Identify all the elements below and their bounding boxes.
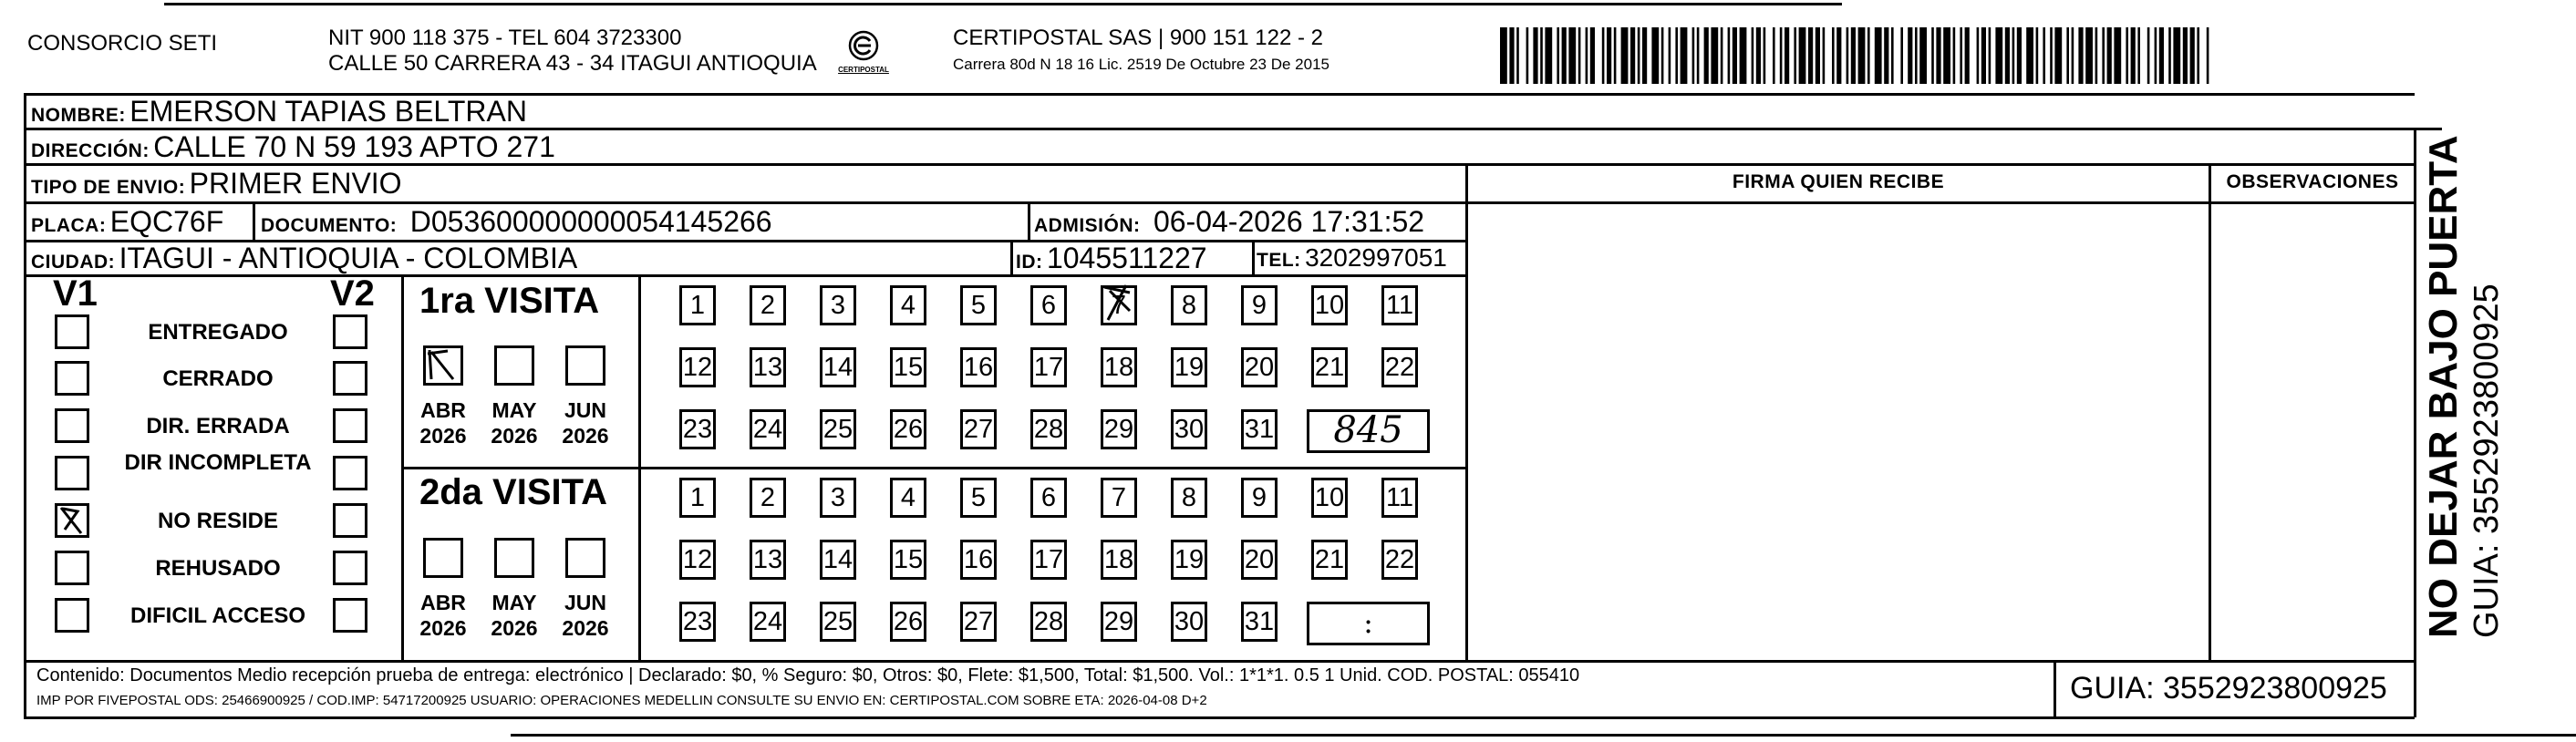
- day-box[interactable]: 22: [1381, 347, 1418, 387]
- barcode-bar: [2155, 27, 2157, 84]
- tipo-value: PRIMER ENVIO: [189, 167, 402, 200]
- certipostal-line: CERTIPOSTAL SAS | 900 151 122 - 2: [953, 26, 1323, 50]
- status-option-label: DIR. ERRADA: [146, 414, 290, 438]
- barcode-bar: [1638, 27, 1640, 84]
- v2-checkbox[interactable]: [333, 314, 367, 349]
- barcode-bar: [1823, 27, 1826, 84]
- barcode-bar: [1981, 27, 1986, 84]
- nombre-value: EMERSON TAPIAS BELTRAN: [129, 95, 527, 128]
- day-box[interactable]: 28: [1030, 602, 1067, 642]
- barcode-bar: [1936, 27, 1940, 84]
- month-checkbox[interactable]: [565, 345, 605, 386]
- barcode-bar: [1836, 27, 1841, 84]
- barcode-bar: [1721, 27, 1723, 84]
- nombre-row: [31, 95, 527, 129]
- barcode-bar: [1602, 27, 1605, 84]
- day-box[interactable]: 20: [1241, 540, 1278, 580]
- side-warning: NO DEJAR BAJO PUERTA: [2421, 135, 2466, 638]
- barcode-bar: [2054, 27, 2062, 84]
- barcode-bar: [1578, 27, 1581, 84]
- day-box[interactable]: 21: [1311, 347, 1348, 387]
- barcode-bar: [1764, 27, 1766, 84]
- barcode-bar: [1858, 27, 1866, 84]
- barcode-bar: [1832, 27, 1835, 84]
- v1-checkbox[interactable]: [55, 503, 89, 538]
- status-option-label: CERRADO: [162, 366, 274, 391]
- side-guia: GUIA: 3552923800925: [2467, 283, 2506, 638]
- visit-2-title: 2da VISITA: [419, 472, 607, 512]
- barcode-bar: [1953, 27, 1956, 84]
- month-year-label: 2026: [419, 616, 467, 640]
- month-year-label: 2026: [562, 616, 609, 640]
- v2-header: V2: [330, 273, 375, 314]
- company-name: CONSORCIO SETI: [27, 31, 218, 56]
- barcode-bar: [1630, 27, 1635, 84]
- nombre-label: NOMBRE:: [31, 105, 126, 126]
- status-option-label: DIFICIL ACCESO: [129, 603, 305, 628]
- barcode-bar: [1590, 27, 1595, 84]
- nit-line: NIT 900 118 375 - TEL 604 3723300: [328, 26, 682, 50]
- time-box[interactable]: 845: [1307, 409, 1430, 453]
- barcode-bar: [2114, 27, 2121, 84]
- day-box[interactable]: 30: [1171, 409, 1207, 449]
- barcode-bar: [1808, 27, 1813, 84]
- id-value: 1045511227: [1046, 242, 1207, 274]
- month-label: JUN: [564, 398, 606, 422]
- handwritten-mark-icon: [1099, 280, 1139, 325]
- barcode-bar: [1704, 27, 1709, 84]
- month-label: MAY: [491, 398, 537, 422]
- handwritten-mark-icon: [426, 348, 460, 383]
- visit-divider: [401, 467, 1466, 469]
- day-box[interactable]: 10: [1311, 478, 1348, 518]
- id-divider: [1010, 240, 1013, 274]
- v1-checkbox[interactable]: [55, 314, 89, 349]
- barcode-bar: [1562, 27, 1567, 84]
- day-box[interactable]: 29: [1101, 602, 1137, 642]
- handwritten-mark-icon: [57, 506, 87, 535]
- barcode-bar: [2126, 27, 2128, 84]
- day-box[interactable]: 19: [1171, 540, 1207, 580]
- barcode-bar: [2005, 27, 2010, 84]
- day-box[interactable]: 31: [1241, 409, 1278, 449]
- day-box[interactable]: 17: [1030, 347, 1067, 387]
- barcode-bar: [1621, 27, 1629, 84]
- barcode-bar: [1847, 27, 1849, 84]
- day-box[interactable]: 26: [890, 409, 926, 449]
- barcode-bar: [1851, 27, 1856, 84]
- barcode-bar: [1540, 27, 1543, 84]
- v1-header: V1: [53, 273, 98, 314]
- observaciones-header: OBSERVACIONES: [2226, 171, 2399, 192]
- company-address: CALLE 50 CARRERA 43 - 34 ITAGUI ANTIOQUIA: [328, 51, 817, 76]
- barcode-bar: [1728, 27, 1731, 84]
- barcode-bar: [2066, 27, 2069, 84]
- barcode-bar: [1977, 27, 1980, 84]
- day-box[interactable]: 1: [679, 478, 716, 518]
- day-box[interactable]: 19: [1171, 347, 1207, 387]
- visit-1-title: 1ra VISITA: [419, 281, 600, 321]
- month-year-label: 2026: [491, 424, 538, 448]
- barcode-bar: [2085, 27, 2093, 84]
- day-box[interactable]: 1: [679, 285, 716, 325]
- admision-field: [1034, 205, 1424, 239]
- barcode-bar: [2107, 27, 2112, 84]
- day-box[interactable]: 6: [1030, 478, 1067, 518]
- day-box[interactable]: 12: [679, 347, 716, 387]
- day-box[interactable]: 28: [1030, 409, 1067, 449]
- barcode-bar: [1681, 27, 1688, 84]
- tipo-label: TIPO DE ENVIO:: [31, 177, 186, 198]
- day-box[interactable]: 10: [1311, 285, 1348, 325]
- certipostal-logo-icon: [845, 27, 882, 64]
- top-rule: [164, 3, 1842, 5]
- side-text: [2421, 91, 2507, 638]
- logo-text: CERTIPOSTAL: [838, 66, 889, 74]
- month-label: ABR: [420, 398, 466, 422]
- v2-checkbox[interactable]: [333, 598, 367, 633]
- ciudad-label: CIUDAD:: [31, 252, 116, 273]
- barcode-bar: [2043, 27, 2045, 84]
- status-option-label: DIR INCOMPLETA: [124, 450, 312, 475]
- barcode-bar: [1651, 27, 1659, 84]
- barcode-bar: [1661, 27, 1664, 84]
- month-checkbox[interactable]: [494, 345, 534, 386]
- id-label: ID:: [1016, 252, 1043, 273]
- status-option-label: ENTREGADO: [148, 320, 288, 345]
- barcode-bar: [2197, 27, 2199, 84]
- direccion-label: DIRECCIÓN:: [31, 140, 150, 161]
- barcode-bar: [1526, 27, 1529, 84]
- barcode-bar: [2190, 27, 2195, 84]
- barcode-bar: [1995, 27, 2002, 84]
- day-box[interactable]: 23: [679, 602, 716, 642]
- day-box[interactable]: 20: [1241, 347, 1278, 387]
- barcode-bar: [1568, 27, 1576, 84]
- admision-value: 06-04-2026 17:31:52: [1153, 205, 1425, 238]
- barcode-bar: [1867, 27, 1870, 84]
- barcode-bar: [2095, 27, 2098, 84]
- month-year-label: 2026: [562, 424, 609, 448]
- day-box[interactable]: 27: [960, 409, 997, 449]
- barcode-bar: [1692, 27, 1695, 84]
- month-checkbox[interactable]: [565, 538, 605, 578]
- day-box[interactable]: 3: [820, 478, 856, 518]
- status-option-label: NO RESIDE: [157, 509, 279, 533]
- day-box[interactable]: 25: [820, 602, 856, 642]
- day-box[interactable]: 25: [820, 409, 856, 449]
- barcode-bar: [2183, 27, 2188, 84]
- barcode-bar: [1733, 27, 1737, 84]
- barcode: [1500, 27, 2211, 84]
- day-box[interactable]: 24: [750, 409, 786, 449]
- v2-checkbox[interactable]: [333, 361, 367, 396]
- documento-label: DOCUMENTO:: [261, 215, 398, 236]
- admision-label: ADMISIÓN:: [1034, 215, 1141, 236]
- barcode-bar: [1675, 27, 1678, 84]
- month-year-label: 2026: [491, 616, 538, 640]
- ciudad-field: [31, 242, 577, 275]
- day-box[interactable]: 3: [820, 285, 856, 325]
- barcode-bar: [2173, 27, 2180, 84]
- certipostal-logo: [832, 27, 895, 82]
- day-box[interactable]: 8: [1171, 478, 1207, 518]
- day-box[interactable]: 5: [960, 285, 997, 325]
- barcode-bar: [2026, 27, 2033, 84]
- direccion-value: CALLE 70 N 59 193 APTO 271: [153, 130, 555, 163]
- day-box[interactable]: 17: [1030, 540, 1067, 580]
- day-box[interactable]: 21: [1311, 540, 1348, 580]
- v1-checkbox[interactable]: [55, 551, 89, 585]
- barcode-bar: [2147, 27, 2150, 84]
- admision-divider: [1028, 201, 1030, 240]
- barcode-bar: [1642, 27, 1647, 84]
- bottom-rule: [511, 734, 2576, 737]
- barcode-bar: [2036, 27, 2039, 84]
- month-checkbox[interactable]: [423, 345, 463, 386]
- month-label: ABR: [420, 591, 466, 614]
- barcode-bar: [1900, 27, 1903, 84]
- v1-checkbox[interactable]: [55, 361, 89, 396]
- barcode-bar: [1607, 27, 1611, 84]
- barcode-bar: [1533, 27, 1537, 84]
- day-box[interactable]: 26: [890, 602, 926, 642]
- barcode-bar: [1711, 27, 1718, 84]
- barcode-bar: [1931, 27, 1934, 84]
- tel-value: 3202997051: [1305, 243, 1447, 272]
- barcode-bar: [1773, 27, 1775, 84]
- barcode-bar: [2131, 27, 2136, 84]
- barcode-bar: [1816, 27, 1820, 84]
- barcode-bar: [1989, 27, 1991, 84]
- tel-field: [1257, 243, 1447, 273]
- day-box[interactable]: 7: [1101, 478, 1137, 518]
- barcode-bar: [1509, 27, 1514, 84]
- barcode-bar: [2017, 27, 2022, 84]
- day-box[interactable]: 14: [820, 540, 856, 580]
- barcode-bar: [1884, 27, 1888, 84]
- direccion-row: [31, 130, 555, 164]
- barcode-bar: [1557, 27, 1559, 84]
- day-box[interactable]: 4: [890, 285, 926, 325]
- placa-label: PLACA:: [31, 215, 107, 236]
- barcode-bar: [1785, 27, 1789, 84]
- frame-left: [24, 93, 26, 717]
- month-label: JUN: [564, 591, 606, 614]
- placa-value: EQC76F: [109, 205, 224, 238]
- day-box[interactable]: 7: [1101, 285, 1137, 325]
- barcode-bar: [1965, 27, 1970, 84]
- barcode-bar: [1740, 27, 1747, 84]
- barcode-bar: [1915, 27, 1918, 84]
- day-box[interactable]: 4: [890, 478, 926, 518]
- barcode-bar: [1891, 27, 1894, 84]
- barcode-bar: [1516, 27, 1519, 84]
- month-label: MAY: [491, 591, 537, 614]
- barcode-bar: [1799, 27, 1806, 84]
- v2-checkbox[interactable]: [333, 551, 367, 585]
- day-box[interactable]: 16: [960, 540, 997, 580]
- barcode-bar: [1780, 27, 1783, 84]
- v1-checkbox[interactable]: [55, 598, 89, 633]
- day-box[interactable]: 8: [1171, 285, 1207, 325]
- day-box[interactable]: 16: [960, 347, 997, 387]
- tel-label: TEL:: [1257, 250, 1301, 271]
- day-box[interactable]: 2: [750, 478, 786, 518]
- frame-right: [2414, 128, 2416, 717]
- footer-divider: [2054, 660, 2056, 716]
- day-box[interactable]: 24: [750, 602, 786, 642]
- rule-bottom: [24, 716, 2415, 719]
- day-box[interactable]: 2: [750, 285, 786, 325]
- barcode-bar: [1586, 27, 1588, 84]
- v2-checkbox[interactable]: [333, 408, 367, 443]
- footer-guia: GUIA: 3552923800925: [2070, 671, 2387, 706]
- day-box[interactable]: 11: [1381, 285, 1418, 325]
- footer-imp: IMP POR FIVEPOSTAL ODS: 25466900925 / COD.IMP: 54717200925 USUARIO: OPERACIONES MEDELLIN CONSULTE SU ENVIO EN: CERTIPOSTAL.COM SOBRE ETA: 2026-04-08 D+2: [36, 693, 1207, 708]
- barcode-bar: [1908, 27, 1912, 84]
- day-box[interactable]: 29: [1101, 409, 1137, 449]
- ciudad-value: ITAGUI - ANTIOQUIA - COLOMBIA: [119, 242, 578, 274]
- v2-checkbox[interactable]: [333, 503, 367, 538]
- barcode-bar: [2102, 27, 2105, 84]
- barcode-bar: [1752, 27, 1754, 84]
- barcode-bar: [2072, 27, 2074, 84]
- barcode-bar: [1697, 27, 1700, 84]
- day-box[interactable]: 9: [1241, 285, 1278, 325]
- day-box[interactable]: 6: [1030, 285, 1067, 325]
- documento-value: D053600000000054145266: [409, 205, 772, 238]
- day-box[interactable]: 13: [750, 540, 786, 580]
- month-checkbox[interactable]: [494, 538, 534, 578]
- barcode-bar: [1500, 27, 1507, 84]
- barcode-bar: [1669, 27, 1671, 84]
- barcode-bar: [1943, 27, 1950, 84]
- v2-checkbox[interactable]: [333, 456, 367, 490]
- day-box[interactable]: 14: [820, 347, 856, 387]
- footer-contenido: Contenido: Documentos Medio recepción prueba de entrega: electrónico | Declarado: $0, % Seguro: $0, Otros: $0, Flete: $1,500, Total: $1,500. Vol.: 1*1*1. 0.5 1 Unid. COD. POSTAL: 055410: [36, 665, 1580, 685]
- month-year-label: 2026: [419, 424, 467, 448]
- barcode-bar: [2050, 27, 2053, 84]
- day-box[interactable]: 9: [1241, 478, 1278, 518]
- time-box[interactable]: :: [1307, 602, 1430, 645]
- barcode-bar: [2168, 27, 2171, 84]
- barcode-bar: [1614, 27, 1617, 84]
- day-box[interactable]: 15: [890, 347, 926, 387]
- barcode-bar: [2207, 27, 2209, 84]
- barcode-bar: [2078, 27, 2083, 84]
- barcode-bar: [1875, 27, 1882, 84]
- day-box[interactable]: 12: [679, 540, 716, 580]
- placa-divider: [253, 201, 255, 240]
- status-option-label: REHUSADO: [155, 556, 281, 581]
- v1-checkbox[interactable]: [55, 408, 89, 443]
- firma-left-divider: [1465, 163, 1468, 660]
- barcode-bar: [2012, 27, 2015, 84]
- firma-header: FIRMA QUIEN RECIBE: [1732, 171, 1945, 192]
- id-field: [1016, 242, 1207, 275]
- barcode-bar: [2159, 27, 2164, 84]
- tipo-row: [31, 167, 402, 201]
- rule-tipo: [24, 201, 2415, 204]
- barcode-bar: [1545, 27, 1552, 84]
- placa-field: [31, 205, 223, 239]
- month-checkbox[interactable]: [423, 538, 463, 578]
- barcode-bar: [1960, 27, 1962, 84]
- barcode-bar: [1794, 27, 1796, 84]
- day-box[interactable]: 11: [1381, 478, 1418, 518]
- day-box[interactable]: 30: [1171, 602, 1207, 642]
- day-box[interactable]: 15: [890, 540, 926, 580]
- day-box[interactable]: 5: [960, 478, 997, 518]
- documento-field: [261, 205, 772, 239]
- day-box[interactable]: 22: [1381, 540, 1418, 580]
- license-line: Carrera 80d N 18 16 Lic. 2519 De Octubre 23 De 2015: [953, 56, 1329, 73]
- tel-divider: [1252, 240, 1255, 274]
- observaciones-left-divider: [2209, 163, 2211, 660]
- day-box[interactable]: 23: [679, 409, 716, 449]
- day-box[interactable]: 18: [1101, 540, 1137, 580]
- day-box[interactable]: 31: [1241, 602, 1278, 642]
- day-box[interactable]: 18: [1101, 347, 1137, 387]
- v1-checkbox[interactable]: [55, 456, 89, 490]
- barcode-bar: [1756, 27, 1761, 84]
- day-box[interactable]: 27: [960, 602, 997, 642]
- barcode-bar: [2137, 27, 2140, 84]
- day-box[interactable]: 13: [750, 347, 786, 387]
- barcode-bar: [1919, 27, 1927, 84]
